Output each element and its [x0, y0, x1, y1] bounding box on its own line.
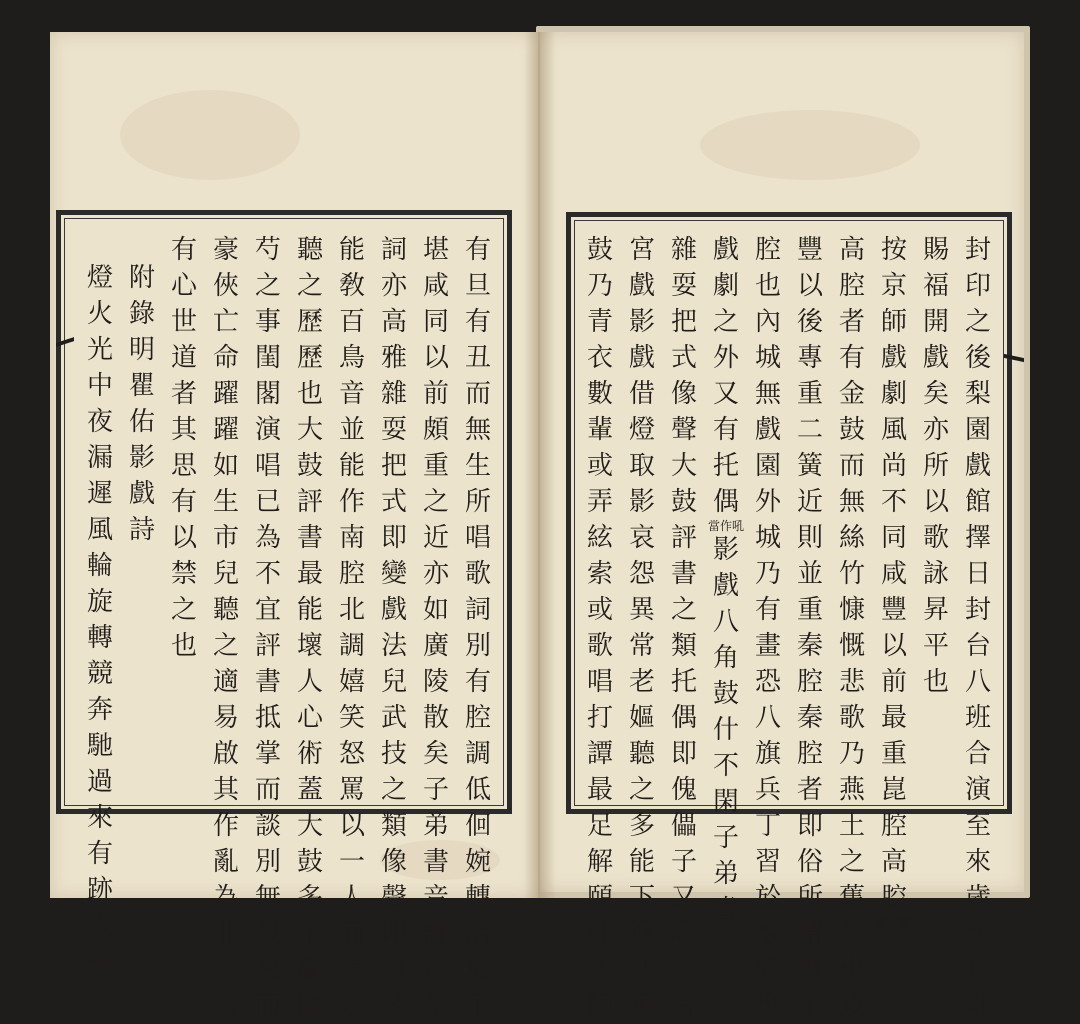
paper-stain: [700, 110, 920, 180]
right-column-5: 豐以後專重二簧近則並重秦腔秦腔者即俗所謂梆子: [796, 235, 823, 1021]
right-column-7-text: 戲劇之外又有托偶: [712, 235, 739, 517]
right-column-4: 高腔者有金鼓而無絲竹慷慨悲歌乃燕土之舊俗也咸: [838, 235, 865, 1021]
left-column-9: 附錄明瞿佑影戲詩: [128, 263, 155, 545]
right-column-6: 腔也內城無戲園外城乃有畫恐八旗兵丁習於逸樂也: [754, 235, 781, 1021]
left-column-10: 燈火光中夜漏遲風輪旋轉競奔馳過來有跡人爭: [86, 263, 113, 977]
right-column-3: [876, 232, 913, 929]
left-column-1: 有旦有丑而無生所唱歌詞別有腔調低佪婉轉冶蕩不: [464, 235, 491, 1021]
left-column-3: 詞亦高雅雜耍把式即變戲法兒武技之類像聲即口技: [380, 235, 407, 1021]
left-column-6: 芍之事閨閣演唱已為不宜評書抵掌而談別無覩視而: [254, 235, 281, 1021]
right-column-8: 雜耍把式像聲大鼓評書之類托偶即傀儡子又名大台: [670, 235, 697, 1021]
paper-stain: [120, 90, 300, 180]
left-column-8: 有心世道者其思有以禁之也: [170, 235, 197, 661]
right-column-1: 封印之後梨園戲館擇日封台八班合演至來歲元旦則: [964, 235, 991, 1021]
right-column-2: 賜福開戲矣亦所以歌詠昇平也: [922, 235, 949, 697]
book-gutter: [524, 32, 556, 898]
right-column-7: [708, 232, 745, 925]
left-column-2: 堪咸同以前頗重之近亦如廣陵散矣子弟書音調沉穆: [422, 235, 449, 1021]
gaoqiang-note: 即弋腔: [876, 915, 913, 929]
left-column-7: 豪俠亡命躍躍如生市兒聽之適易啟其作亂為非之念: [212, 235, 239, 1021]
right-column-10: 鼓乃青衣數輩或弄絃索或歌唱打譚最足解頤什不閑: [586, 235, 613, 1021]
right-column-3-text: 按京師戲劇風尚不同咸豐以前最重崑腔高腔: [880, 235, 907, 913]
right-column-9: 宮戲影戲借燈取影哀怨異常老嫗聽之多能下淚八角: [628, 235, 655, 1021]
tuoou-note: 當作吼: [708, 519, 745, 533]
left-column-5: 聽之歷歷也大鼓評書最能壞人心術蓋大鼓多采蘭贈: [296, 235, 323, 1021]
right-column-7-tail: 影戲八角鼓什不閑子弟書: [712, 535, 739, 925]
left-column-4: 能敎百鳥音並能作南腔北調嬉笑怒罵以一人而兼之: [338, 235, 365, 1021]
